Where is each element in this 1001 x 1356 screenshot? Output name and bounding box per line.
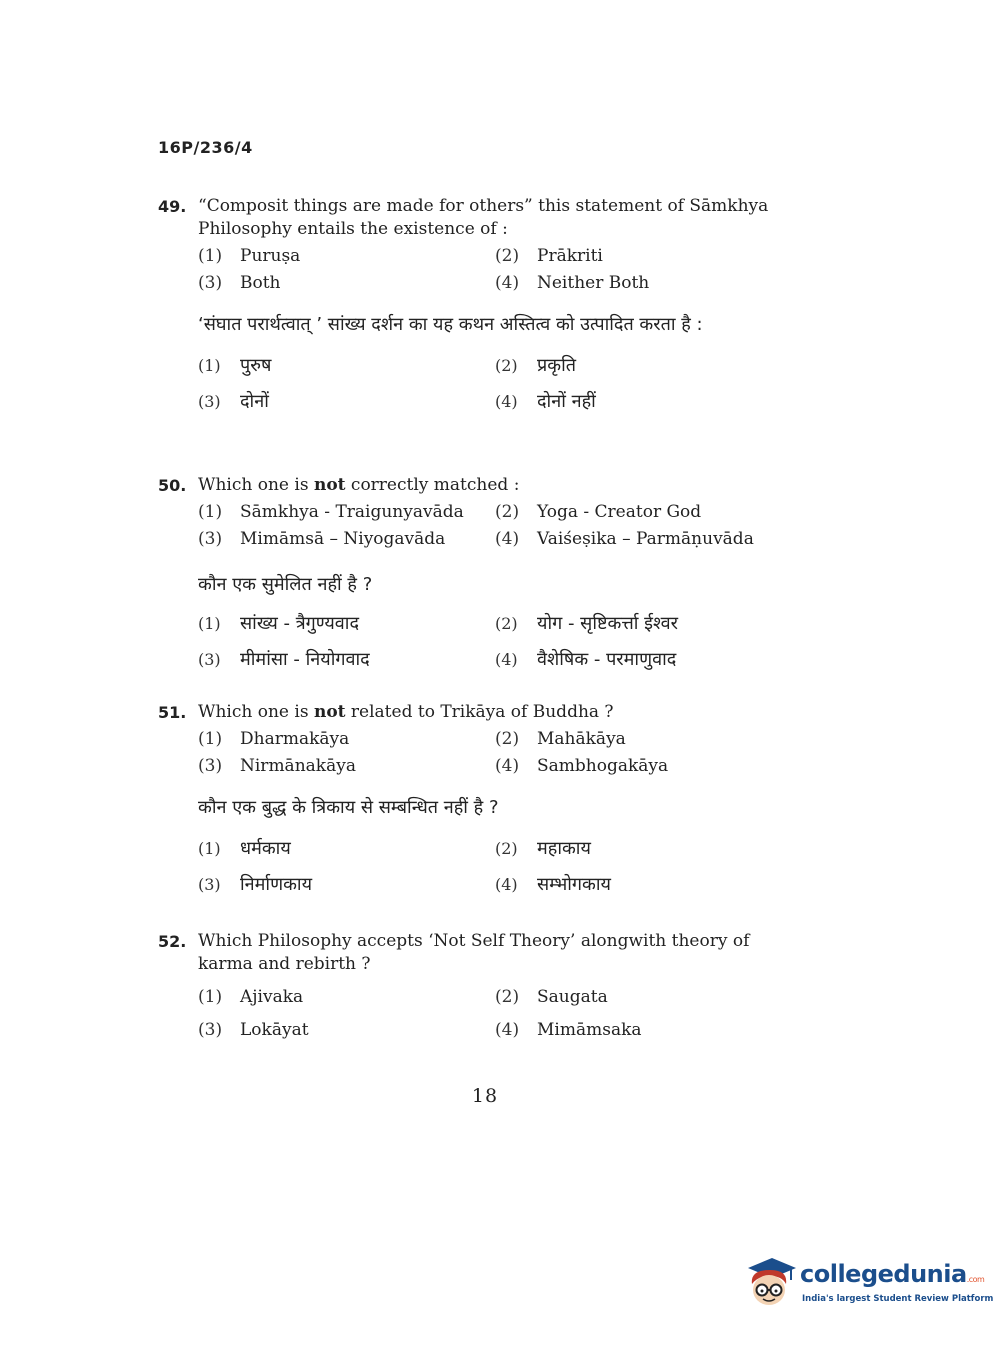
option-text: सम्भोगकाय	[537, 874, 611, 895]
option-number: (2)	[495, 246, 520, 266]
option-text: सांख्य - त्रैगुण्यवाद	[240, 613, 360, 634]
option-number: (3)	[198, 273, 223, 293]
option-number: (2)	[495, 502, 520, 522]
options-en	[198, 245, 788, 295]
option-text: Saugata	[537, 987, 608, 1007]
option-number: (3)	[198, 1020, 223, 1040]
page-number: 18	[471, 1085, 499, 1107]
option-number: (1)	[198, 987, 223, 1007]
question-52	[158, 930, 788, 1042]
option-number: (4)	[495, 392, 518, 411]
collegedunia-logo	[742, 1250, 994, 1312]
question-49	[158, 195, 788, 417]
option	[495, 245, 785, 268]
option	[198, 387, 495, 417]
option	[198, 870, 495, 900]
option	[495, 528, 785, 551]
option-number: (2)	[495, 987, 520, 1007]
option	[198, 834, 495, 864]
option-number: (1)	[198, 246, 223, 266]
option	[495, 645, 785, 675]
question-text-en: Which one is not related to Trikāya of Buddha ?	[198, 702, 614, 722]
option-number: (3)	[198, 650, 221, 669]
option	[495, 870, 785, 900]
option-text: Sambhogakāya	[537, 756, 669, 776]
option-text: निर्माणकाय	[240, 874, 313, 895]
option-number: (4)	[495, 875, 518, 894]
option	[495, 728, 785, 751]
option	[495, 272, 785, 295]
option	[495, 986, 785, 1009]
option-number: (1)	[198, 502, 223, 522]
option-number: (4)	[495, 273, 520, 293]
option-number: (2)	[495, 614, 518, 633]
option	[198, 609, 495, 639]
option	[198, 755, 495, 778]
option-number: (3)	[198, 756, 223, 776]
option-text: Ajivaka	[240, 987, 304, 1007]
option	[198, 645, 495, 675]
option-text: पुरुष	[240, 355, 272, 376]
mascot-icon	[742, 1254, 798, 1310]
logo-name: collegedunia.com	[800, 1260, 985, 1288]
option-text: Puruṣa	[240, 246, 301, 266]
options-en	[198, 501, 788, 551]
options-en	[198, 728, 788, 778]
option	[198, 986, 495, 1009]
option	[495, 501, 785, 524]
question-text-hi: ‘संघात परार्थत्वात् ’ सांख्य दर्शन का यह कथन अस्तित्व को उत्पादित करता है :	[198, 314, 703, 335]
option-text: Sāmkhya - Traigunyavāda	[240, 502, 464, 522]
option	[198, 501, 495, 524]
option-text: मीमांसा - नियोगवाद	[240, 649, 370, 670]
option-text: Yoga - Creator God	[537, 502, 702, 522]
option	[495, 755, 785, 778]
option-number: (1)	[198, 839, 221, 858]
option-number: (4)	[495, 1020, 520, 1040]
option-text: Lokāyat	[240, 1020, 309, 1040]
option-number: (2)	[495, 839, 518, 858]
option-text: Mahākāya	[537, 729, 626, 749]
question-number: 51.	[158, 703, 187, 722]
logo-tagline: India's largest Student Review Platform	[802, 1294, 994, 1304]
option-number: (4)	[495, 650, 518, 669]
option-text: वैशेषिक - परमाणुवाद	[537, 649, 677, 670]
option-text: योग - सृष्टिकर्त्ता ईश्वर	[537, 613, 679, 634]
option	[495, 609, 785, 639]
question-51	[158, 701, 788, 900]
option-text: दोनों नहीं	[537, 391, 596, 412]
option-text: Vaiśeṣika – Parmāṇuvāda	[537, 529, 754, 549]
option-text: Both	[240, 273, 281, 293]
question-text-en: Which one is not correctly matched :	[198, 475, 520, 495]
question-50	[158, 474, 788, 675]
options-hi	[198, 351, 788, 417]
option-text: धर्मकाय	[240, 838, 291, 859]
option-number: (1)	[198, 614, 221, 633]
paper-code: 16P/236/4	[158, 138, 253, 157]
option-text: Dharmakāya	[240, 729, 350, 749]
option-number: (2)	[495, 356, 518, 375]
option-text: दोनों	[240, 391, 269, 412]
option-text: Mimāmsaka	[537, 1020, 642, 1040]
option-number: (3)	[198, 875, 221, 894]
question-text-en: Which Philosophy accepts ‘Not Self Theory’ alongwith theory of karma and rebirth ?	[198, 931, 750, 974]
option	[198, 272, 495, 295]
option-text: महाकाय	[537, 838, 591, 859]
question-text-en: “Composit things are made for others” this statement of Sāmkhya Philosophy entails the existence of :	[198, 196, 769, 239]
options-en	[198, 986, 788, 1042]
option	[495, 1019, 785, 1042]
option-number: (1)	[198, 356, 221, 375]
option-number: (3)	[198, 529, 223, 549]
options-hi	[198, 609, 788, 675]
option-number: (2)	[495, 729, 520, 749]
option-number: (4)	[495, 529, 520, 549]
option-number: (3)	[198, 392, 221, 411]
option	[495, 351, 785, 381]
option-text: प्रकृति	[537, 355, 576, 376]
option	[495, 834, 785, 864]
options-hi	[198, 834, 788, 900]
option	[198, 728, 495, 751]
option-text: Neither Both	[537, 273, 650, 293]
option	[495, 387, 785, 417]
option-text: Mimāmsā – Niyogavāda	[240, 529, 446, 549]
option	[198, 351, 495, 381]
question-text-hi: कौन एक सुमेलित नहीं है ?	[198, 574, 373, 595]
question-number: 50.	[158, 476, 187, 495]
question-text-hi: कौन एक बुद्ध के त्रिकाय से सम्बन्धित नहीं है ?	[198, 797, 499, 818]
option	[198, 245, 495, 268]
option-text: Nirmānakāya	[240, 756, 356, 776]
option-number: (4)	[495, 756, 520, 776]
option-number: (1)	[198, 729, 223, 749]
option	[198, 1019, 495, 1042]
option-text: Prākriti	[537, 246, 603, 266]
option	[198, 528, 495, 551]
question-number: 49.	[158, 197, 187, 216]
question-number: 52.	[158, 932, 187, 951]
